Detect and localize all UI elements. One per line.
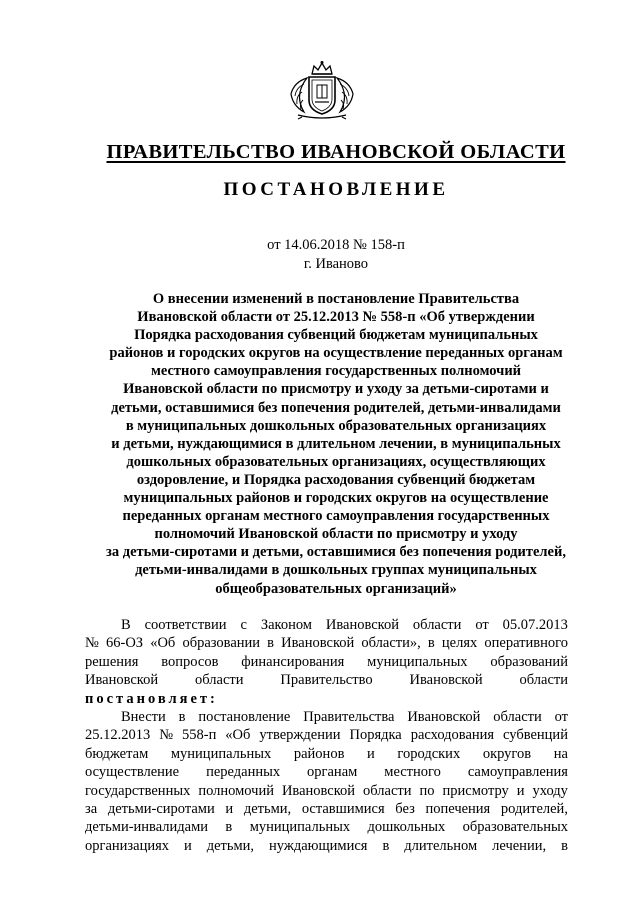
subject-line: дошкольных образовательных организациях, осуществляющих — [126, 453, 546, 470]
word: 05.07.2013 — [502, 617, 568, 633]
word: области — [195, 672, 244, 689]
government-title: ПРАВИТЕЛЬСТВО ИВАНОВСКОЙ ОБЛАСТИ — [106, 141, 566, 163]
subject-line: детьми-инвалидами в дошкольных группах муниципальных — [135, 562, 537, 579]
word: муниципальных — [170, 745, 272, 762]
subject-line: Порядка расходования субвенций бюджетам муниципальных — [134, 327, 538, 344]
body-line — [85, 837, 568, 855]
body-line — [85, 726, 568, 744]
word: в — [178, 709, 186, 726]
word: утверждении — [259, 727, 341, 744]
word: и — [225, 801, 234, 818]
subject-line: переданных органам местного самоуправления государственных — [122, 508, 550, 525]
word: дошкольных — [367, 819, 446, 836]
decree-word: постановляет: — [85, 690, 218, 707]
word: области — [519, 672, 568, 689]
subject-line: местного самоуправления государственных полномочий — [150, 363, 522, 380]
word: и — [516, 782, 525, 799]
subject-line: Ивановской области от 25.12.2013 № 558-п «Об утверждении — [137, 309, 535, 326]
word: В — [121, 617, 131, 633]
word: в — [561, 837, 568, 854]
word: организациях — [85, 837, 170, 854]
word: нуждающимися — [269, 837, 368, 854]
subject-line: общеобразовательных организаций» — [215, 580, 457, 597]
word: в — [427, 635, 435, 652]
word: оперативного — [484, 635, 568, 652]
subject-line: районов и городских округов на осуществление переданных органам — [109, 345, 563, 362]
word: детьми, — [243, 801, 292, 818]
word: Правительство — [280, 672, 373, 689]
subject-line: детьми, оставшимися без попечения родителей, детьми-инвалидами — [111, 399, 561, 416]
body-line — [85, 671, 568, 689]
word: 25.12.2013 — [85, 727, 151, 744]
body-line — [85, 616, 568, 634]
word: от — [475, 617, 489, 633]
body-line — [85, 763, 568, 781]
word: без — [395, 801, 415, 818]
word: Ивановской — [281, 635, 355, 652]
word: Ивановской — [407, 709, 481, 726]
word: области — [493, 709, 542, 726]
subject-line: за детьми-сиротами и детьми, оставшимися без попечения родителей, — [106, 544, 566, 561]
word: муниципальных — [367, 653, 468, 670]
word: субвенций — [503, 727, 568, 744]
body-line — [85, 745, 568, 763]
word: финансирования — [241, 653, 345, 670]
subject-line: полномочий Ивановской области по присмотру и уходу — [154, 526, 518, 543]
body-line — [85, 782, 568, 800]
word: присмотру — [442, 782, 509, 799]
word: осуществление — [85, 764, 180, 781]
word: детьми-инвалидами — [85, 819, 209, 836]
word: детьми, — [206, 837, 255, 854]
word: вопросов — [161, 653, 219, 670]
word: городских — [397, 745, 461, 762]
word: области — [363, 782, 412, 799]
word: Ивановской — [325, 617, 399, 633]
word: на — [553, 745, 568, 762]
word: соответствии — [144, 617, 227, 633]
word: решения — [85, 653, 139, 670]
word: родителей, — [500, 801, 568, 818]
subject-line: Ивановской области по присмотру и уходу за детьми-сиротами и — [123, 381, 549, 398]
word: лечении, — [492, 837, 547, 854]
word: Правительства — [303, 709, 395, 726]
coat-of-arms-icon — [286, 60, 358, 120]
word: и — [183, 837, 192, 854]
word: государственных — [85, 782, 191, 799]
word: самоуправления — [467, 764, 568, 781]
word: оставшимися — [301, 801, 385, 818]
word: образований — [490, 653, 568, 670]
word: в — [267, 635, 275, 652]
word: переданных — [206, 764, 281, 781]
document-city: г. Иваново — [303, 256, 369, 272]
body-line — [85, 653, 568, 671]
word: от — [554, 709, 568, 726]
body-line — [85, 708, 568, 726]
word: в — [225, 819, 233, 836]
subject-line: О внесении изменений в постановление Правительства — [152, 291, 520, 307]
word: области — [412, 617, 462, 633]
word: полномочий — [198, 782, 274, 799]
word: расходования — [410, 727, 495, 744]
word: муниципальных — [249, 819, 351, 836]
document-type-heading: ПОСТАНОВЛЕНИЕ — [223, 179, 449, 200]
word: по — [419, 782, 435, 799]
word: округов — [482, 745, 532, 762]
word: в — [382, 837, 390, 854]
word: Внести — [121, 709, 166, 726]
word: целях — [441, 635, 478, 652]
word: образовательных — [462, 819, 568, 836]
word: Ивановской — [409, 672, 483, 689]
word: Ивановской — [281, 782, 356, 799]
word: № — [159, 727, 174, 744]
word: области», — [361, 635, 421, 652]
word: постановление — [198, 709, 291, 726]
subject-line: и детьми, нуждающимися в длительном лечении, в муниципальных — [111, 435, 561, 452]
word: № — [85, 635, 99, 652]
word: Порядка — [349, 727, 402, 744]
word: с — [240, 617, 247, 633]
word: бюджетам — [85, 745, 149, 762]
word: Ивановской — [85, 672, 159, 689]
body-line — [85, 800, 568, 818]
body-line — [85, 818, 568, 836]
word: Законом — [260, 617, 312, 633]
subject-line: оздоровление, и Порядка расходования субвенций бюджетам — [136, 471, 536, 488]
word: уходу — [532, 782, 568, 799]
word: 66-ОЗ — [105, 635, 144, 652]
subject-line: в муниципальных дошкольных образовательных организациях — [125, 417, 547, 434]
document-body — [85, 616, 568, 855]
word: длительном — [404, 837, 478, 854]
word: местного — [384, 764, 441, 781]
word: попечения — [425, 801, 491, 818]
word: и — [367, 745, 375, 762]
word: детьми-сиротами — [107, 801, 215, 818]
document-date-number: от 14.06.2018 № 158-п — [267, 237, 405, 253]
word: образовании — [182, 635, 261, 652]
word: за — [85, 801, 98, 818]
document-subject — [80, 290, 592, 598]
word: «Об — [150, 635, 176, 652]
word: 558-п — [182, 727, 217, 744]
word: органам — [307, 764, 358, 781]
word: «Об — [225, 727, 251, 744]
subject-line: муниципальных районов и городских округов на осуществление — [123, 490, 549, 507]
word: районов — [293, 745, 345, 762]
body-line — [85, 634, 568, 652]
